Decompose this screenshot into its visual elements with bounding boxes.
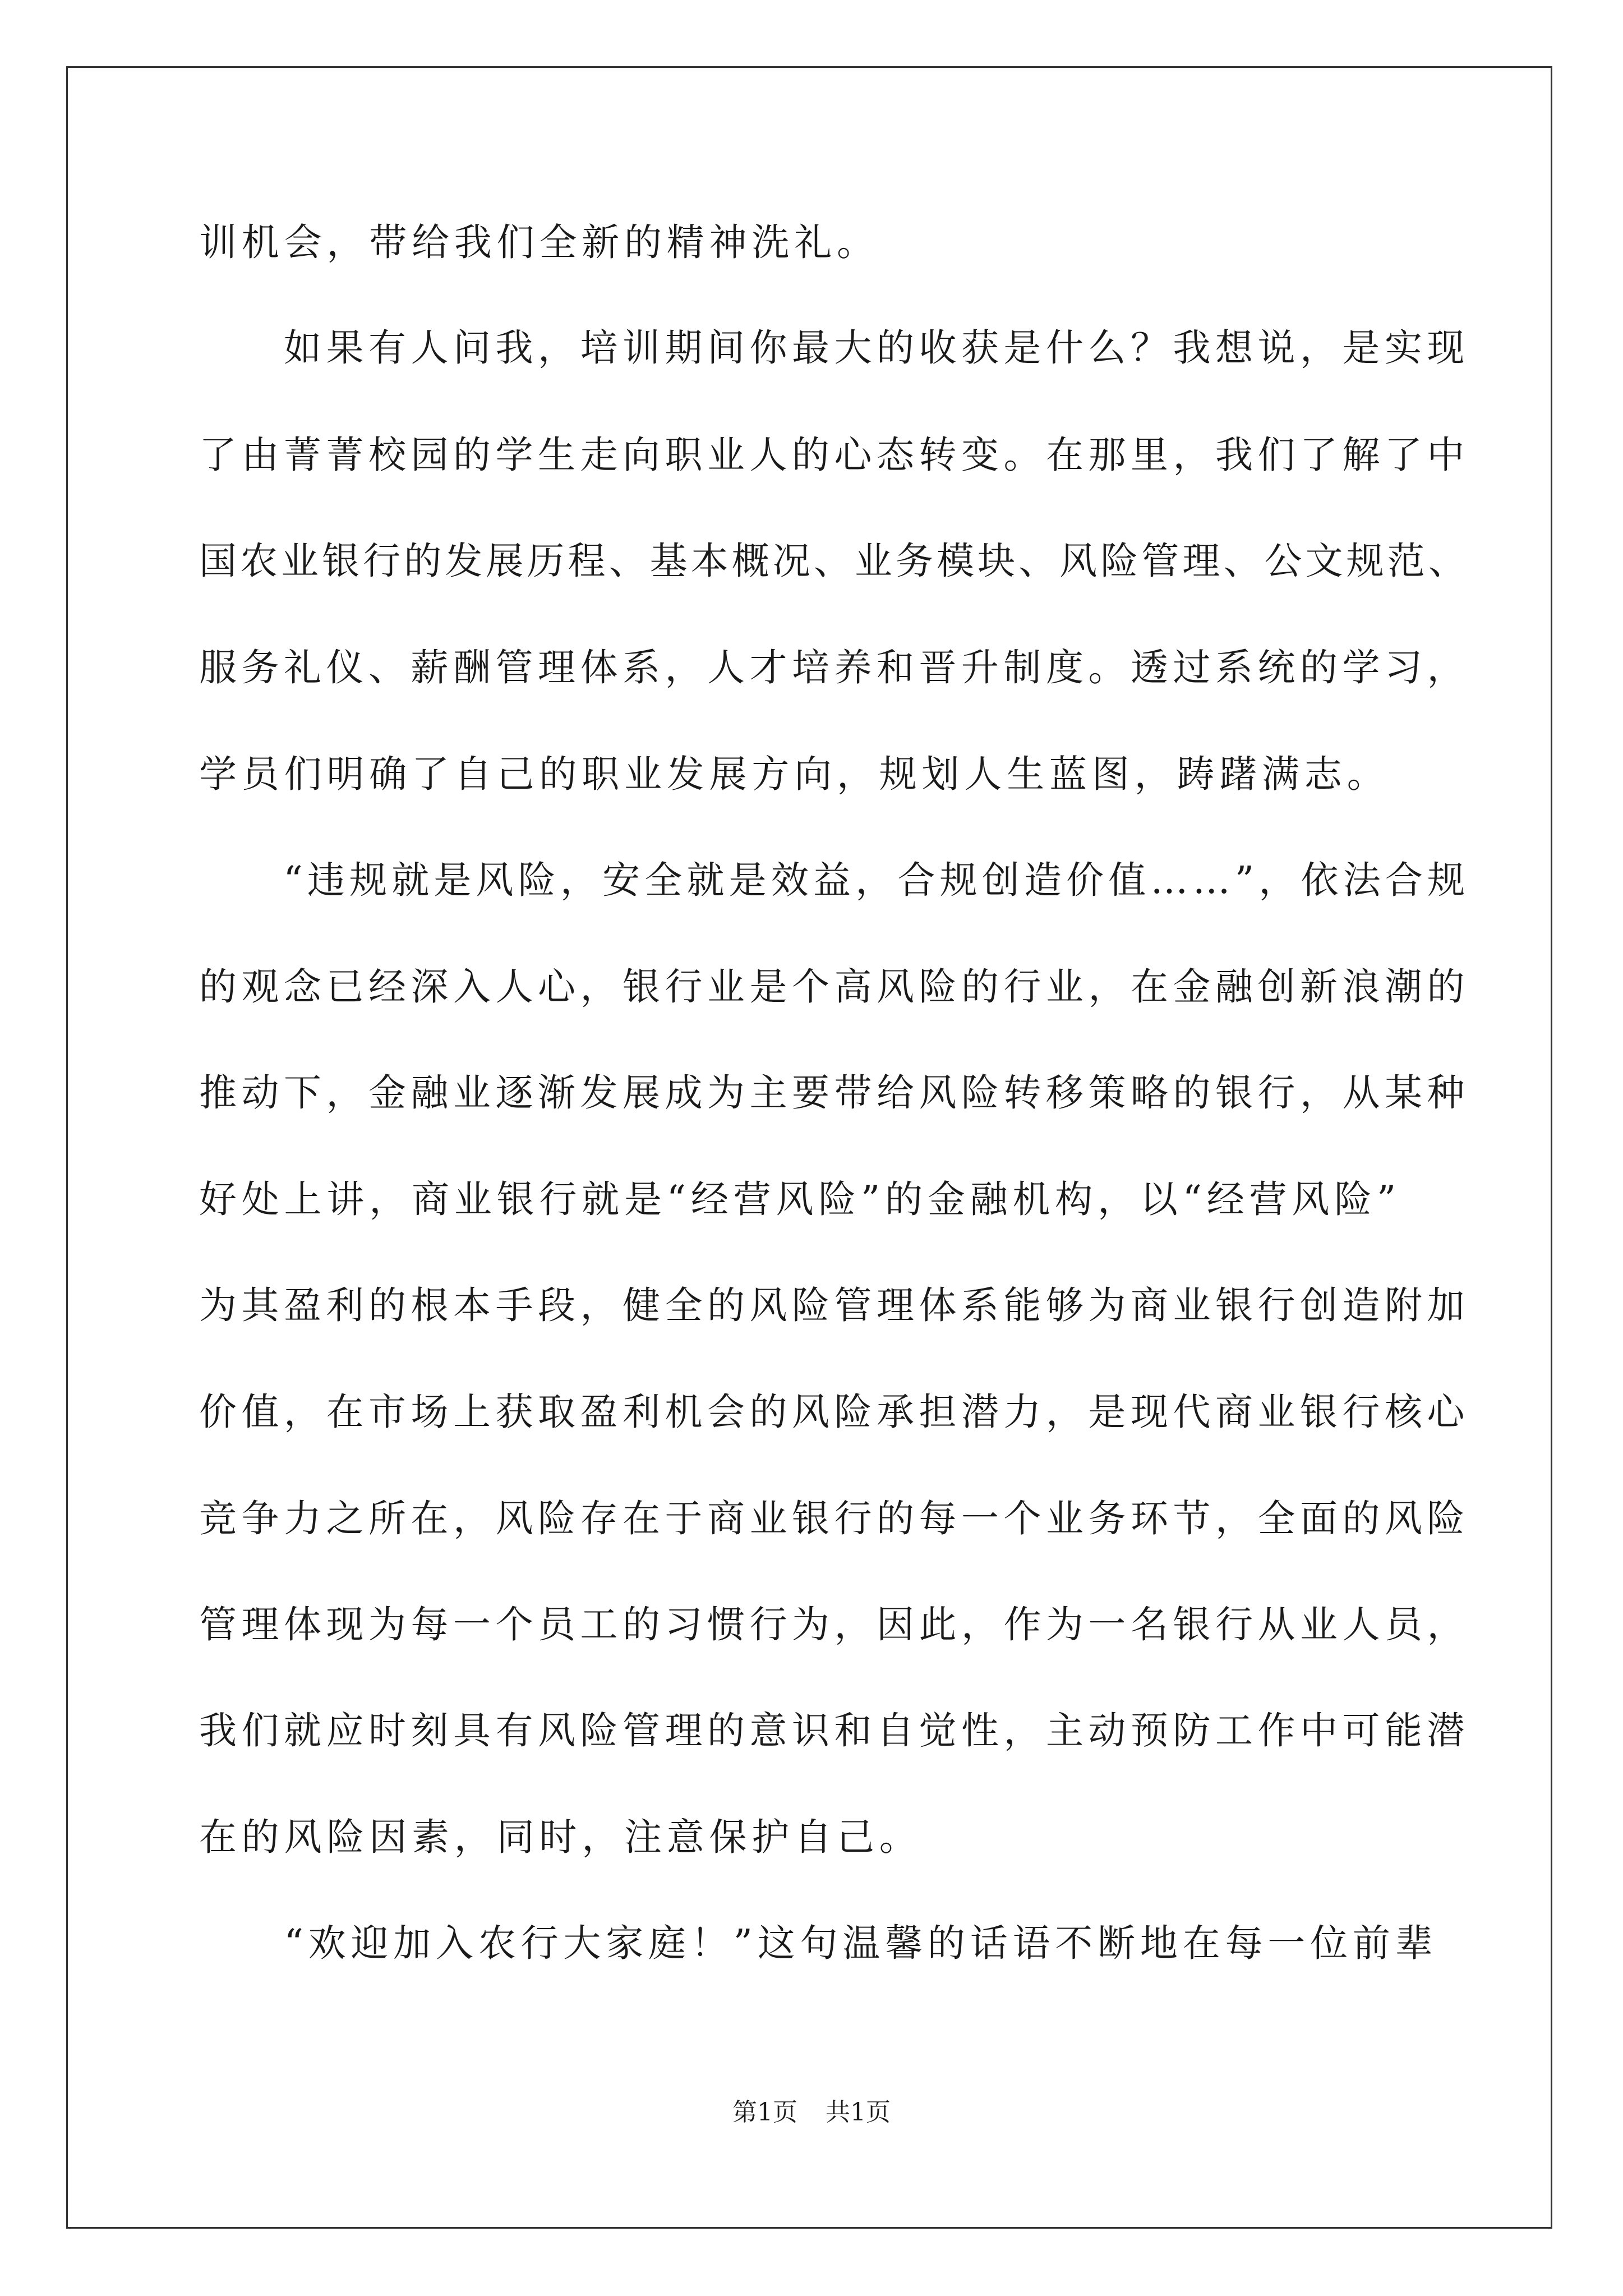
page-footer <box>0 2097 1623 2128</box>
text-line: 为其盈利的根本手段，健全的风险管理体系能够为商业银行创造附加 <box>199 1283 1469 1327</box>
text-line: 国农业银行的发展历程、基本概况、业务模块、风险管理、公文规范、 <box>199 539 1469 583</box>
text-line: “欢迎加入农行大家庭！”这句温馨的话语不断地在每一位前辈 <box>199 1921 1438 1965</box>
page-number: 第1页 <box>732 2098 797 2127</box>
text-line: 在的风险因素，同时，注意保护自己。 <box>199 1815 922 1859</box>
text-line: 如果有人问我，培训期间你最大的收获是什么？我想说，是实现 <box>199 326 1469 370</box>
page-total: 共1页 <box>826 2098 891 2127</box>
text-line: 好处上讲，商业银行就是“经营风险”的金融机构，以“经营风险” <box>199 1177 1401 1221</box>
text-line: 学员们明确了自己的职业发展方向，规划人生蓝图，踌躇满志。 <box>199 752 1390 796</box>
text-line: 价值，在市场上获取盈利机会的风险承担潜力，是现代商业银行核心 <box>199 1390 1469 1434</box>
text-line: “违规就是风险，安全就是效益，合规创造价值……”，依法合规 <box>199 858 1470 902</box>
text-line: 管理体现为每一个员工的习惯行为，因此，作为一名银行从业人员， <box>199 1603 1469 1646</box>
text-line: 竞争力之所在，风险存在于商业银行的每一个业务环节，全面的风险 <box>199 1497 1469 1540</box>
text-line: 训机会，带给我们全新的精神洗礼。 <box>199 220 879 264</box>
page-border <box>66 66 1552 2229</box>
text-line: 的观念已经深入人心，银行业是个高风险的行业，在金融创新浪潮的 <box>199 965 1469 1009</box>
text-line: 我们就应时刻具有风险管理的意识和自觉性，主动预防工作中可能潜 <box>199 1709 1469 1752</box>
text-line: 了由菁菁校园的学生走向职业人的心态转变。在那里，我们了解了中 <box>199 433 1469 477</box>
text-line: 推动下，金融业逐渐发展成为主要带给风险转移策略的银行，从某种 <box>199 1071 1469 1115</box>
text-line: 服务礼仪、薪酬管理体系，人才培养和晋升制度。透过系统的学习， <box>199 646 1469 689</box>
